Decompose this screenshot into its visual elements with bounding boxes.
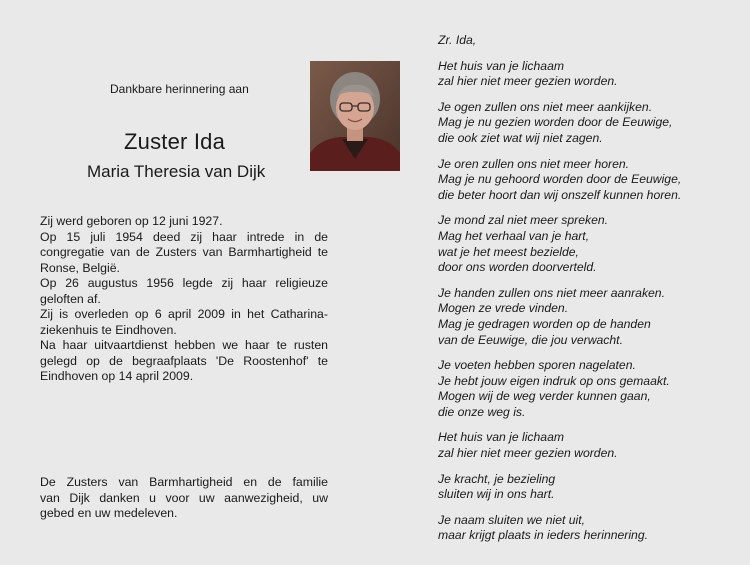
poem-stanza xyxy=(438,59,738,90)
poem-line: maar krijgt plaats in ieders herinnering. xyxy=(438,528,648,543)
bio-line: Zij is overleden op 6 april 2009 in het Catharina- xyxy=(40,307,328,321)
thanks-line: De Zusters van Barmhartigheid en de familie xyxy=(40,475,328,489)
poem-stanza xyxy=(438,430,738,461)
poem-line: Mag het verhaal van je hart, xyxy=(438,228,590,243)
poem-stanza xyxy=(438,513,738,544)
poem-line: zal hier niet meer gezien worden. xyxy=(438,74,618,89)
bio-line: Zij werd geboren op 12 juni 1927. xyxy=(40,214,223,228)
poem-line: Je handen zullen ons niet meer aanraken. xyxy=(438,285,665,300)
poem-line: die beter hoort dan wij onszelf kunnen horen. xyxy=(438,187,682,202)
poem-line: die onze weg is. xyxy=(438,404,526,419)
bio-line: Op 15 juli 1954 deed zij haar intrede in de xyxy=(40,229,328,244)
poem-line: Je ogen zullen ons niet meer aankijken. xyxy=(438,99,653,114)
biography xyxy=(40,214,328,385)
poem-line: Je kracht, je bezieling xyxy=(438,471,556,486)
poem-stanza xyxy=(438,358,738,420)
poem-line: Je mond zal niet meer spreken. xyxy=(438,213,609,228)
poem-line: Mag je nu gezien worden door de Eeuwige, xyxy=(438,115,673,130)
bio-line: Eindhoven op 14 april 2009. xyxy=(40,369,194,383)
name-title: Zuster Ida xyxy=(124,129,226,154)
poem-line: van de Eeuwige, die jou verwacht. xyxy=(438,332,623,347)
bio-line: Na haar uitvaartdienst hebben we haar te rusten xyxy=(40,338,328,352)
poem-line: Het huis van je lichaam xyxy=(438,430,564,445)
bio-line: gelegd op de begraafplaats 'De Roostenhof' te xyxy=(40,353,328,368)
poem-stanza xyxy=(438,472,738,503)
poem-line: Mogen wij de weg verder kunnen gaan, xyxy=(438,389,651,404)
poem-stanza xyxy=(438,213,738,275)
poem-line: Mag je gedragen worden op de handen xyxy=(438,316,651,331)
poem-stanza xyxy=(438,100,738,147)
bio-line: congregatie van de Zusters van Barmhartigheid te xyxy=(40,245,328,259)
poem-line: sluiten wij in ons hart. xyxy=(438,487,555,502)
poem-stanza xyxy=(438,157,738,204)
poem-line: die ook ziet wat wij niet zagen. xyxy=(438,130,603,145)
poem-stanza xyxy=(438,286,738,348)
intro-text: Dankbare herinnering aan xyxy=(110,82,249,96)
poem-line: Mag je nu gehoord worden door de Eeuwige, xyxy=(438,172,682,187)
thanks-text xyxy=(40,475,328,522)
poem-line: Je voeten hebben sporen nagelaten. xyxy=(438,358,636,373)
bio-line: Ronse, België. xyxy=(40,260,120,275)
poem-greeting: Zr. Ida, xyxy=(438,33,477,47)
full-name: Maria Theresia van Dijk xyxy=(87,162,266,181)
bio-line: geloften af. xyxy=(40,291,101,306)
poem-line: wat je het meest bezielde, xyxy=(438,244,579,259)
poem-line: zal hier niet meer gezien worden. xyxy=(438,446,618,461)
poem-line: Je hebt jouw eigen indruk op ons gemaakt. xyxy=(438,373,670,388)
poem-line: Je oren zullen ons niet meer horen. xyxy=(438,156,630,171)
poem-line: Het huis van je lichaam xyxy=(438,58,564,73)
thanks-line: van Dijk danken u voor uw aanwezigheid, uw xyxy=(40,490,328,505)
poem xyxy=(438,33,738,554)
bio-line: Op 26 augustus 1956 legde zij haar religieuze xyxy=(40,276,328,290)
poem-line: Je naam sluiten we niet uit, xyxy=(438,512,586,527)
poem-line: Mogen ze vrede vinden. xyxy=(438,301,569,316)
bio-line: ziekenhuis te Eindhoven. xyxy=(40,322,177,337)
thanks-line: gebed en uw medeleven. xyxy=(40,506,178,520)
poem-line: door ons worden doorverteld. xyxy=(438,260,597,275)
